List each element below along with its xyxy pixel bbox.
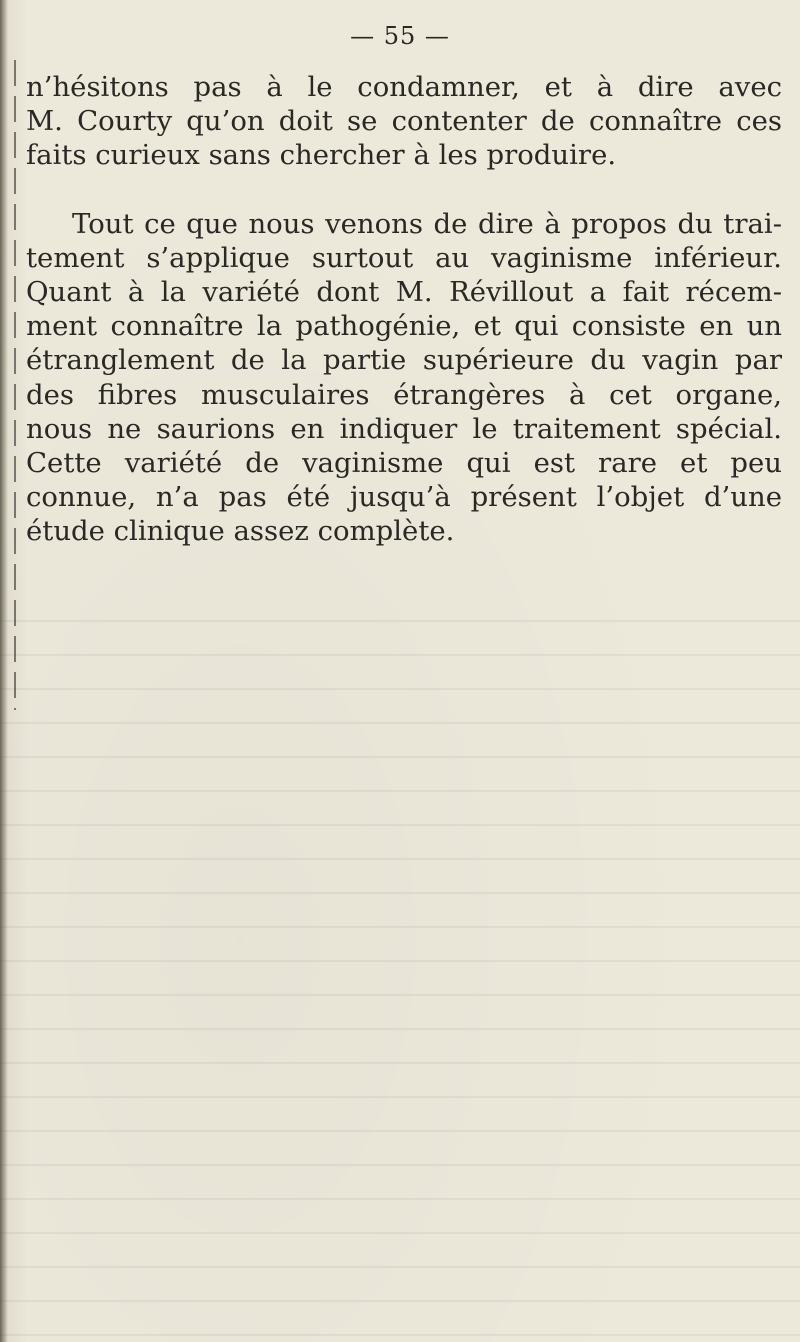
text-line: étranglement de la partie supérieure du vagin par: [26, 344, 782, 377]
binding-shadow: [14, 60, 16, 710]
text-line: ment connaître la pathogénie, et qui consiste en un: [26, 310, 782, 343]
text-line: connue, n’a pas été jusqu’à présent l’objet d’une: [26, 481, 782, 514]
text-line: Cette variété de vaginisme qui est rare et peu: [26, 446, 782, 479]
text-line: Tout ce que nous venons de dire à propos du trai-: [72, 207, 782, 240]
paragraph-1: [26, 70, 782, 173]
body-text: [26, 70, 782, 548]
page-number: — 55 —: [350, 22, 450, 50]
paragraph-2: [26, 207, 782, 549]
text-line: Quant à la variété dont M. Révillout a fait récem-: [26, 275, 782, 308]
text-line: n’hésitons pas à le condamner, et à dire avec: [26, 71, 782, 103]
text-line: étude clinique assez complète.: [26, 515, 455, 548]
text-line: M. Courty qu’on doit se contenter de connaître ces: [26, 105, 782, 138]
text-line: faits curieux sans chercher à les produire.: [26, 139, 617, 172]
paragraph-gap: [26, 173, 782, 207]
text-line: des fibres musculaires étrangères à cet organe,: [26, 378, 782, 411]
text-line: tement s’applique surtout au vaginisme inférieur.: [26, 241, 782, 274]
show-through-text: [0, 620, 800, 1340]
text-line: nous ne saurions en indiquer le traitement spécial.: [26, 412, 782, 445]
